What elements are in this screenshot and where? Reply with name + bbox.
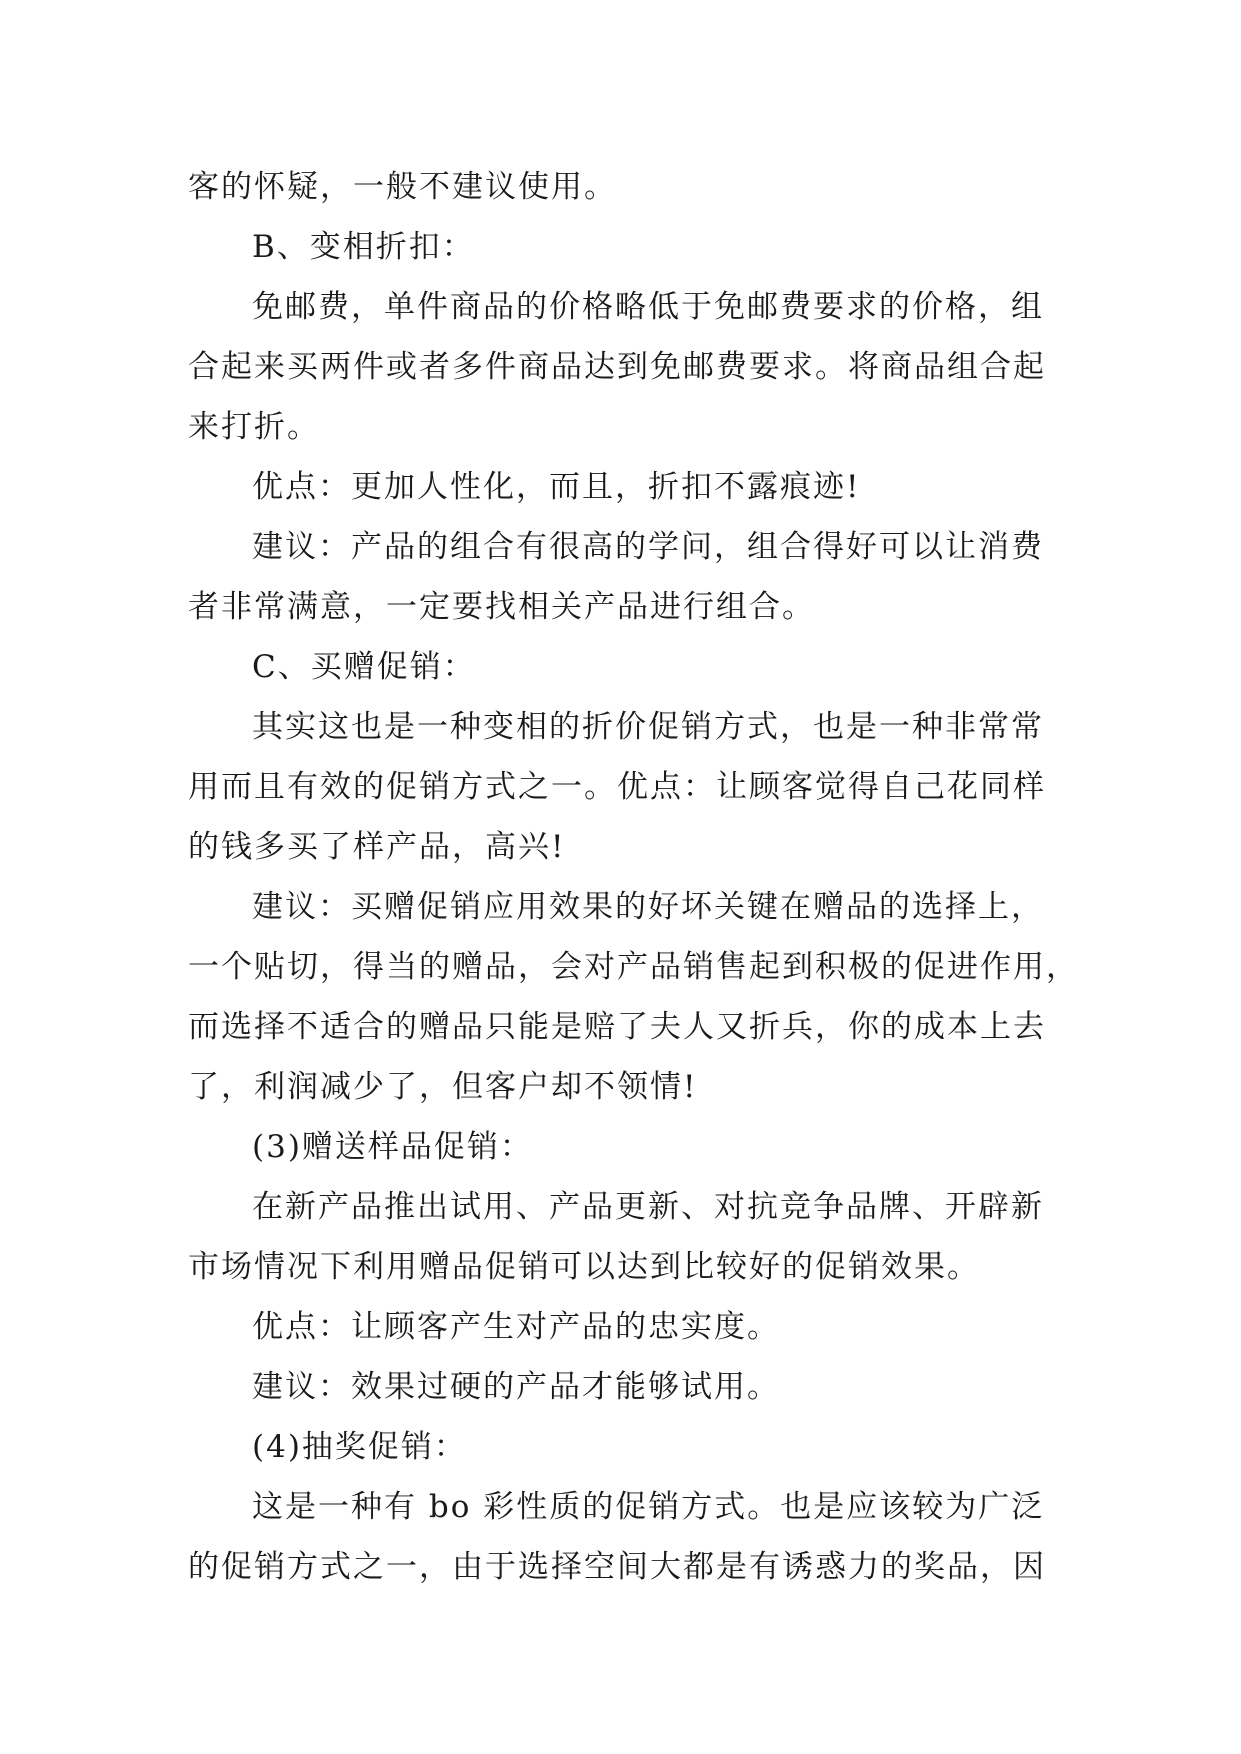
- text-line: 建议：买赠促销应用效果的好坏关键在赠品的选择上，: [252, 889, 1044, 925]
- text-line: 的钱多买了样产品，高兴!: [188, 829, 566, 865]
- text-line: 而选择不适合的赠品只能是赔了夫人又折兵，你的成本上去: [188, 1009, 1046, 1045]
- text-line: 优点：更加人性化，而且，折扣不露痕迹!: [252, 469, 861, 505]
- text-line: 建议：效果过硬的产品才能够试用。: [252, 1369, 780, 1405]
- text-line: 市场情况下利用赠品促销可以达到比较好的促销效果。: [188, 1249, 980, 1285]
- text-line: 建议：产品的组合有很高的学问，组合得好可以让消费: [252, 529, 1044, 565]
- text-line: 来打折。: [188, 409, 320, 445]
- document-body: [188, 157, 1079, 1597]
- section-heading: (4)抽奖促销：: [252, 1429, 467, 1465]
- text-line: 优点：让顾客产生对产品的忠实度。: [252, 1309, 780, 1345]
- section-heading: B、变相折扣：: [252, 229, 475, 265]
- text-line: 免邮费，单件商品的价格略低于免邮费要求的价格，组: [252, 289, 1044, 325]
- text-line: 用而且有效的促销方式之一。优点：让顾客觉得自己花同样: [188, 769, 1046, 805]
- section-heading: (3)赠送样品促销：: [252, 1129, 533, 1165]
- text-line: 一个贴切，得当的赠品，会对产品销售起到积极的促进作用，: [188, 949, 1079, 985]
- section-heading: C、买赠促销：: [252, 649, 476, 685]
- text-line: 了，利润减少了，但客户却不领情!: [188, 1069, 698, 1105]
- text-line: 客的怀疑，一般不建议使用。: [188, 169, 617, 205]
- text-line: 者非常满意，一定要找相关产品进行组合。: [188, 589, 815, 625]
- text-line: 在新产品推出试用、产品更新、对抗竞争品牌、开辟新: [252, 1189, 1044, 1225]
- text-line: 的促销方式之一，由于选择空间大都是有诱惑力的奖品，因: [188, 1549, 1046, 1585]
- text-line: 这是一种有 bo 彩性质的促销方式。也是应该较为广泛: [252, 1489, 1045, 1525]
- text-line: 合起来买两件或者多件商品达到免邮费要求。将商品组合起: [188, 349, 1046, 385]
- text-line: 其实这也是一种变相的折价促销方式，也是一种非常常: [252, 709, 1044, 745]
